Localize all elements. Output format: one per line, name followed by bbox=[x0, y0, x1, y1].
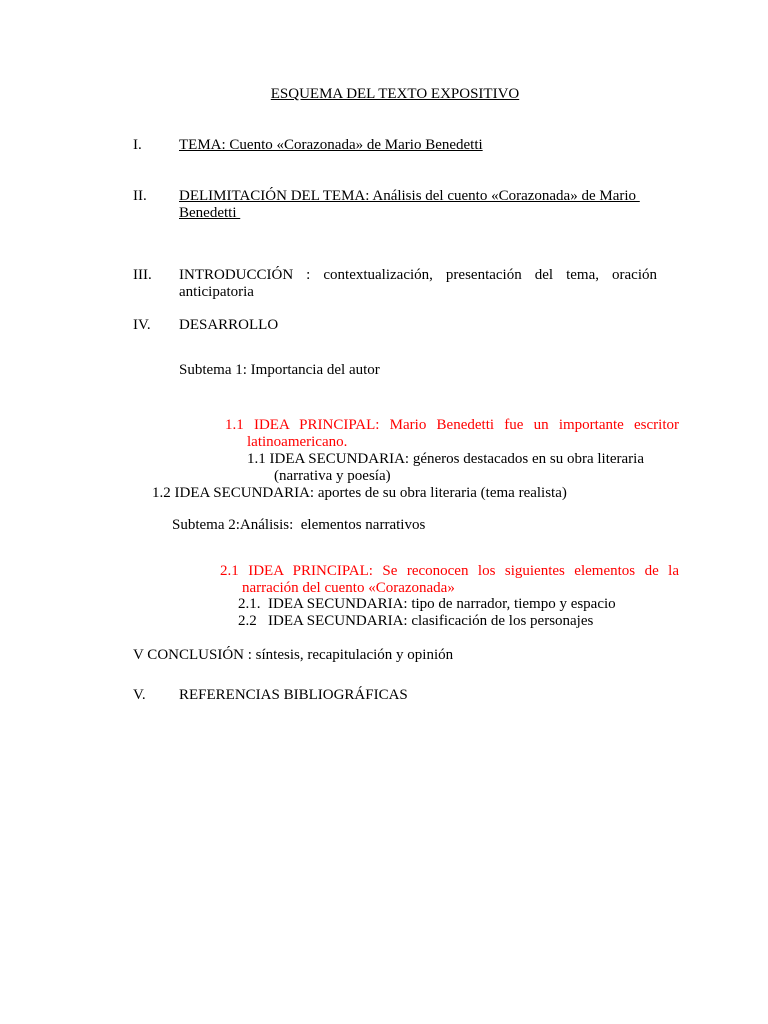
delimitacion-line-1: DELIMITACIÓN DEL TEMA: Análisis del cuento «Corazonada» de Mario bbox=[179, 188, 640, 204]
subtema-1-idea-principal: 1.1 IDEA PRINCIPAL: Mario Benedetti fue un importante escritor latinoamericano. bbox=[225, 417, 679, 450]
subtema-1-idea-secundaria-1-line-1: 1.1 IDEA SECUNDARIA: géneros destacados en su obra literaria bbox=[247, 451, 644, 467]
conclusion-line: V CONCLUSIÓN : síntesis, recapitulación y opinión bbox=[133, 647, 454, 663]
subtema-2-heading: Subtema 2:Análisis: elementos narrativos bbox=[172, 517, 426, 533]
subtema-2-idea-secundaria-1: 2.1. IDEA SECUNDARIA: tipo de narrador, tiempo y espacio bbox=[238, 596, 616, 612]
subtema-2-idea-principal: 2.1 IDEA PRINCIPAL: Se reconocen los siguientes elementos de la narración del cuento «Corazonada» bbox=[220, 563, 679, 596]
subtema-1-idea-secundaria-2: 1.2 IDEA SECUNDARIA: aportes de su obra literaria (tema realista) bbox=[152, 485, 567, 501]
referencias-heading: REFERENCIAS BIBLIOGRÁFICAS bbox=[179, 687, 408, 703]
document-title: ESQUEMA DEL TEXTO EXPOSITIVO bbox=[270, 86, 520, 102]
introduccion-paragraph: INTRODUCCIÓN : contextualización, presentación del tema, oración anticipatoria bbox=[179, 267, 657, 300]
subtema-1-idea-secundaria-1-line-2: (narrativa y poesía) bbox=[274, 468, 391, 484]
tema-line: TEMA: Cuento «Corazonada» de Mario Benedetti bbox=[179, 137, 483, 153]
numeral-i: I. bbox=[133, 137, 142, 153]
subtema-2-idea-secundaria-2: 2.2 IDEA SECUNDARIA: clasificación de los personajes bbox=[238, 613, 594, 629]
subtema-1-heading: Subtema 1: Importancia del autor bbox=[179, 362, 380, 378]
numeral-iv: IV. bbox=[133, 317, 151, 333]
desarrollo-heading: DESARROLLO bbox=[179, 317, 279, 333]
numeral-ii: II. bbox=[133, 188, 147, 204]
numeral-v: V. bbox=[133, 687, 146, 703]
delimitacion-line-2: Benedetti bbox=[179, 205, 241, 221]
numeral-iii: III. bbox=[133, 267, 152, 283]
